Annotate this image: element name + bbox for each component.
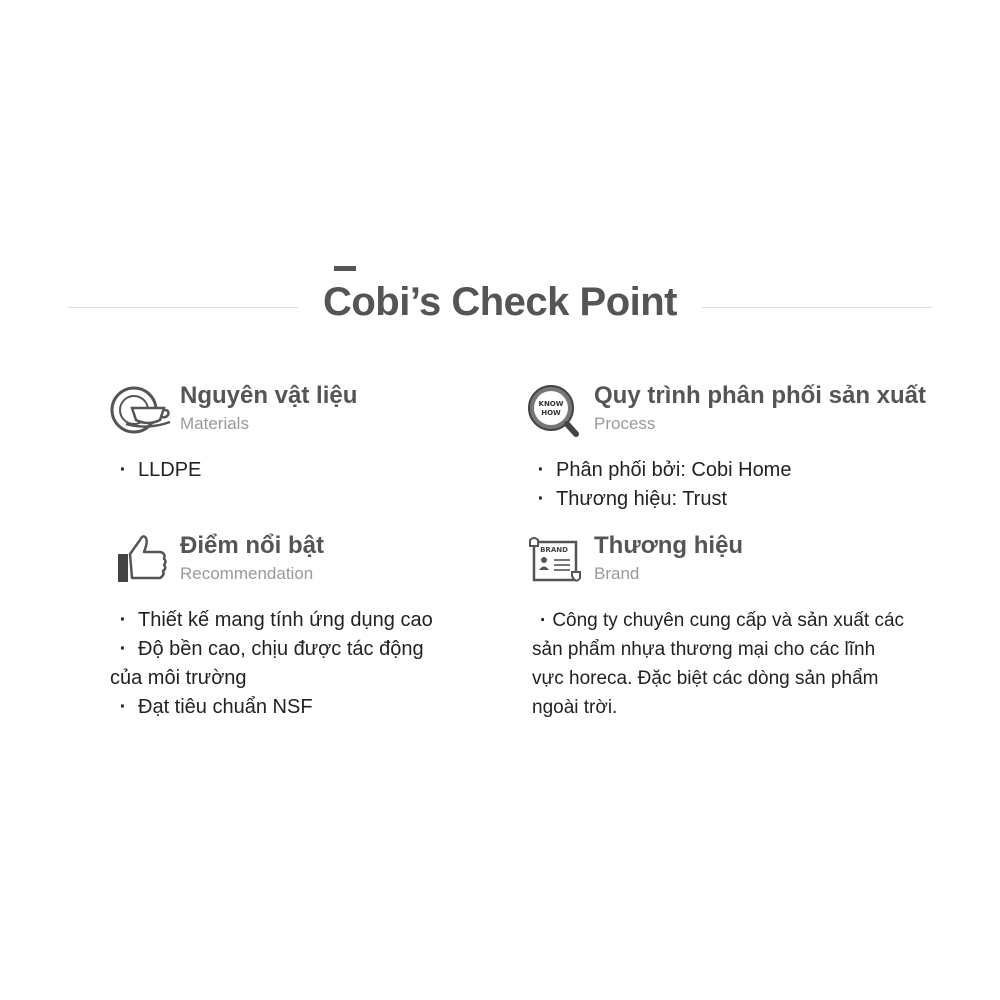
bullet-item: · Độ bền cao, chịu được tác động (119, 638, 424, 660)
bullet-item: · Thương hiệu: Trust (537, 488, 728, 510)
brand-description: · Công ty chuyên cung cấp và sản xuất các sản phẩm nhựa thương mại cho các lĩnh vực horeca. Đặc biệt các dòng sản phẩm ngoài trời. (532, 610, 905, 718)
section-title: Thương hiệu (594, 532, 744, 559)
icon-brand-text: BRAND (540, 546, 568, 554)
section-subtitle: Materials (180, 414, 249, 433)
section-title: Quy trình phân phối sản xuất (594, 382, 927, 409)
bullet-item: · LLDPE (119, 459, 202, 481)
icon-how-text: HOW (541, 409, 561, 417)
section-process (524, 382, 944, 514)
certificate-icon (524, 532, 586, 588)
section-title: Nguyên vật liệu (180, 382, 358, 409)
section-subtitle: Recommendation (180, 564, 314, 583)
section-subtitle: Brand (594, 564, 640, 583)
bullet-item: · Thiết kế mang tính ứng dụng cao (119, 609, 433, 631)
title-block (0, 262, 1000, 332)
title-accent-bar (334, 266, 356, 271)
magnifier-icon (524, 382, 586, 438)
bullet-item: · Đạt tiêu chuẩn NSF (119, 696, 313, 718)
section-recommendation (110, 532, 510, 722)
thumbs-up-icon (110, 532, 172, 588)
dishes-icon (110, 382, 172, 438)
page-title: Cobi’s Check Point (322, 280, 677, 324)
icon-know-text: KNOW (538, 400, 564, 408)
section-subtitle: Process (594, 414, 656, 433)
bullet-item: · Phân phối bởi: Cobi Home (537, 459, 792, 481)
section-brand (524, 532, 924, 722)
section-materials (110, 382, 490, 485)
bullet-item-continuation: của môi trường (110, 667, 247, 689)
section-title: Điểm nổi bật (180, 532, 325, 559)
